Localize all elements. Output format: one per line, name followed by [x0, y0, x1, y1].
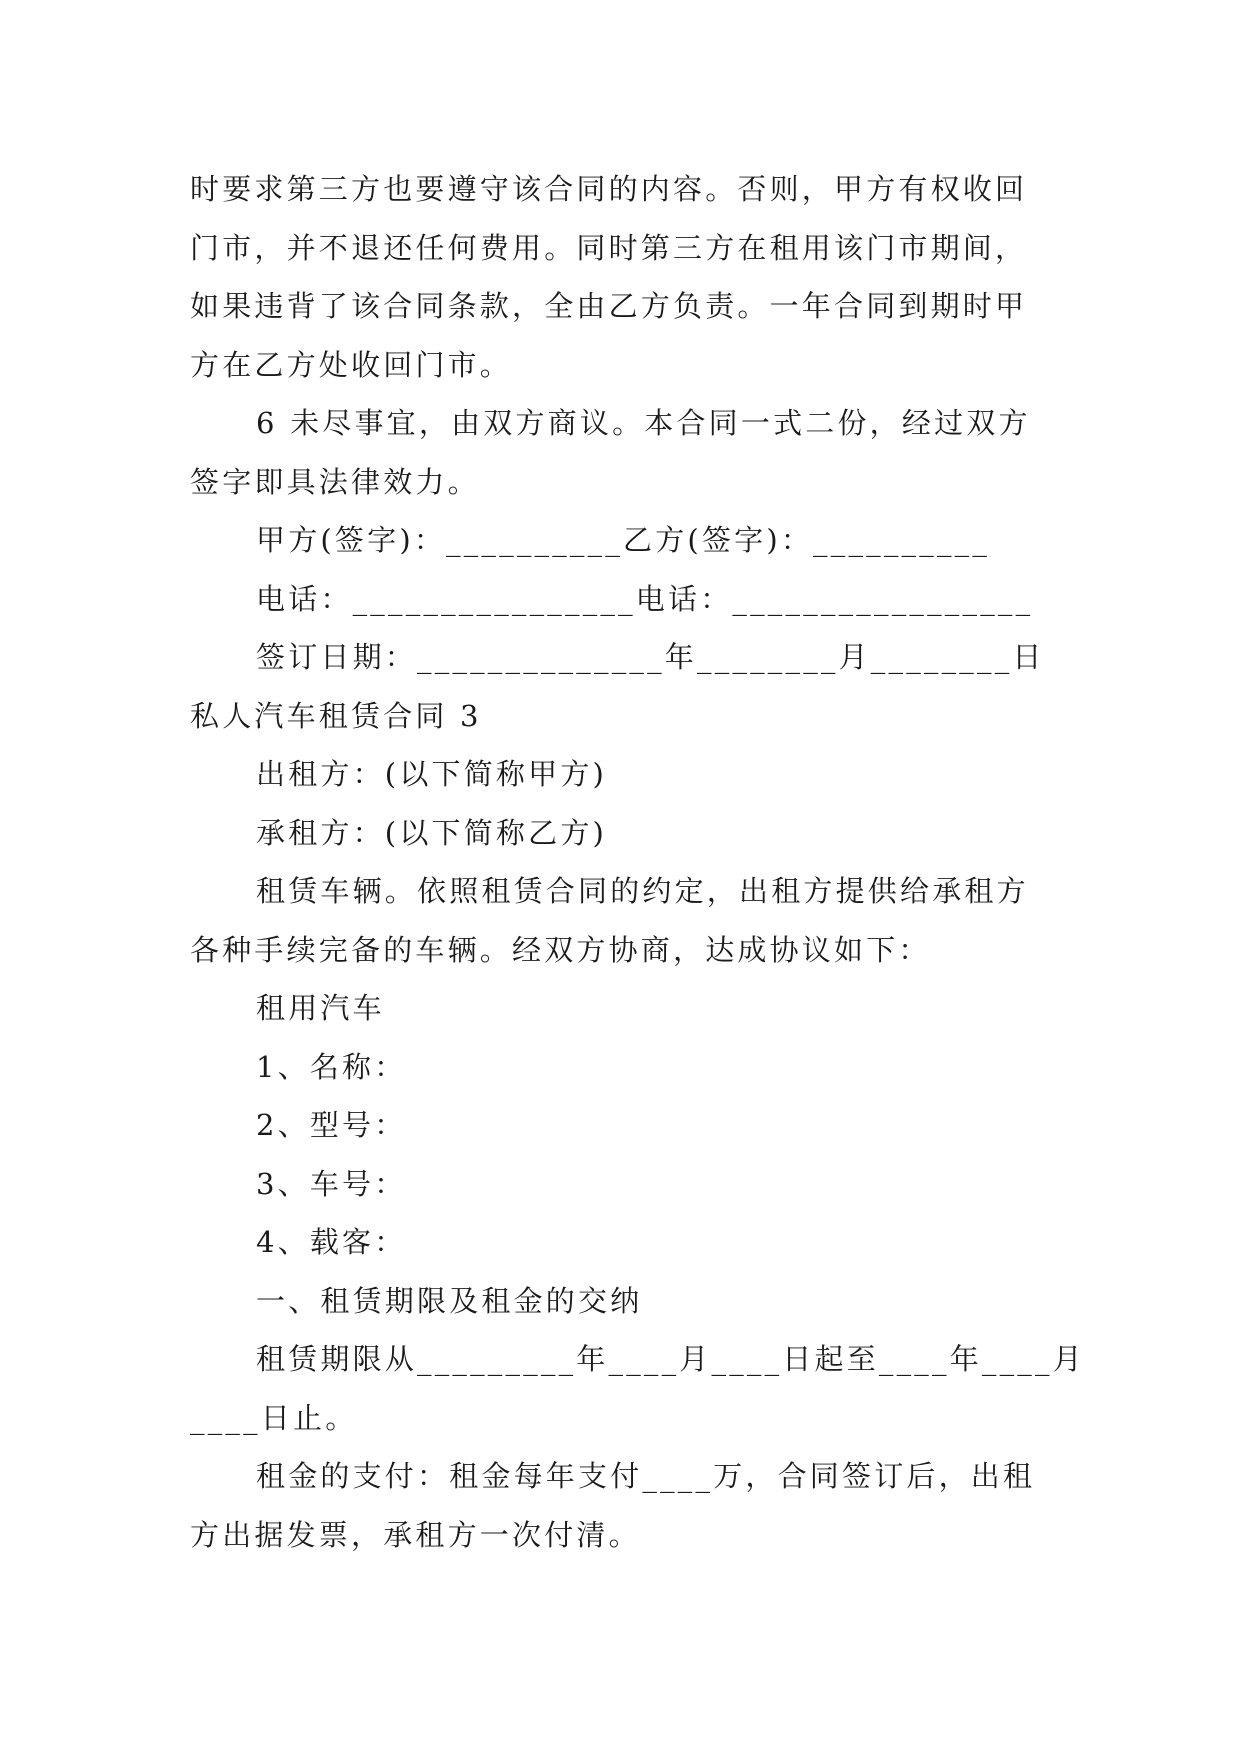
phone-line: 电话：________________电话：_________________: [256, 581, 1034, 616]
text-line: 门市，并不退还任何费用。同时第三方在租用该门市期间，: [190, 230, 1028, 265]
sign-date-line: 签订日期：______________年________月________日: [256, 640, 1045, 674]
text-line: 各种手续完备的车辆。经双方协商，达成协议如下：: [190, 932, 931, 967]
text-line: 方出据发票，承租方一次付清。: [190, 1517, 641, 1552]
section-title: 私人汽车租赁合同 3: [190, 698, 482, 733]
lessee-line: 承租方：(以下简称乙方): [256, 815, 608, 850]
text-line: 时要求第三方也要遵守该合同的内容。否则，甲方有权收回: [190, 172, 1028, 206]
document-body: [190, 160, 1085, 1564]
clause-6-line: 6 未尽事宜，由双方商议。本合同一式二份，经过双方: [256, 406, 1031, 440]
list-item: 2、型号：: [256, 1108, 407, 1142]
text-line: 租赁期限从_________年____月____日起至____年____月: [256, 1342, 1085, 1376]
subheading: 一、租赁期限及租金的交纳: [256, 1283, 643, 1318]
text-line: 方在乙方处收回门市。: [190, 347, 513, 382]
text-line: ____日止。: [190, 1400, 358, 1435]
text-line: 签字即具法律效力。: [190, 464, 480, 499]
text-line: 租金的支付：租金每年支付____万，合同签订后，出租: [256, 1459, 1036, 1493]
subheading: 租用汽车: [256, 991, 385, 1025]
text-line: 如果违背了该合同条款，全由乙方负责。一年合同到期时甲: [190, 289, 1028, 323]
list-item: 4、载客：: [256, 1225, 407, 1259]
lessor-line: 出租方：(以下简称甲方): [256, 757, 608, 791]
text-line: 租赁车辆。依照租赁合同的约定，出租方提供给承租方: [256, 874, 1029, 908]
signature-line: 甲方(签字)：__________乙方(签字)：__________: [256, 523, 991, 557]
list-item: 1、名称：: [256, 1049, 407, 1084]
list-item: 3、车号：: [256, 1166, 407, 1201]
